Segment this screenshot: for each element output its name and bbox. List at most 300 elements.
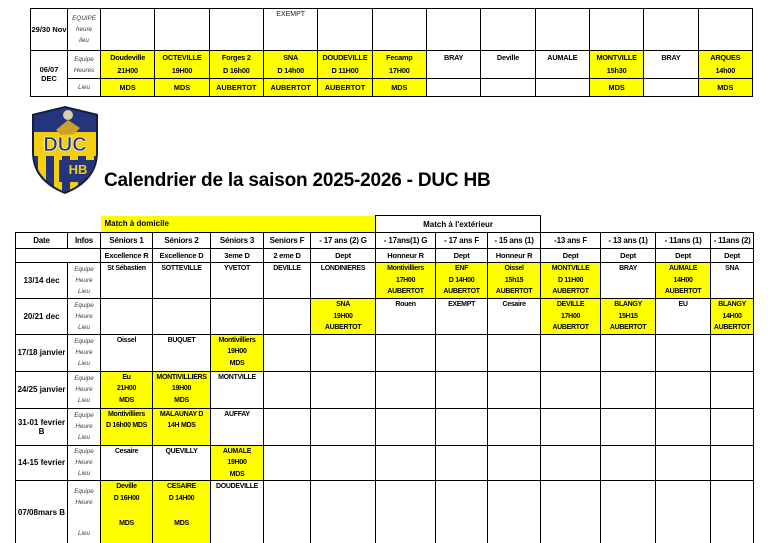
match-time <box>601 346 655 358</box>
club-logo <box>28 104 102 196</box>
col-header: -13 ans F <box>541 233 601 249</box>
info-label: Equipe <box>74 266 94 273</box>
match-venue <box>656 469 710 481</box>
col-header: - 11ans (1) <box>656 233 711 249</box>
venue-cell <box>644 79 698 97</box>
match-venue <box>101 432 152 444</box>
match-cell <box>711 445 754 481</box>
info-label: Lieu <box>78 288 90 295</box>
info-label: Heure <box>75 459 93 467</box>
match-venue: MDS <box>229 470 245 478</box>
infos-labels-cell <box>68 51 101 79</box>
match-time <box>488 420 540 432</box>
match-cell <box>153 408 211 445</box>
match-venue <box>488 518 540 530</box>
match-cell <box>711 299 754 335</box>
match-time <box>427 64 480 77</box>
match-cell <box>488 481 541 543</box>
team-name <box>656 446 710 458</box>
match-cell <box>656 408 711 445</box>
team-name: Oissel <box>116 336 137 344</box>
match-venue <box>656 395 710 407</box>
col-header: Date <box>16 233 68 249</box>
team-name <box>264 335 310 347</box>
match-cell <box>264 263 311 299</box>
match-cell <box>263 51 317 79</box>
match-time <box>711 493 753 505</box>
team-name <box>656 481 710 493</box>
match-time: 19H00 <box>171 385 192 392</box>
venue-cell <box>481 79 535 97</box>
info-label: Heure <box>75 423 93 430</box>
match-venue <box>656 518 710 530</box>
team-name: Eu <box>122 373 131 381</box>
info-label: Lieu <box>78 470 90 478</box>
team-name <box>541 481 600 493</box>
col-header: - 17 ans (2) G <box>311 233 376 249</box>
match-time <box>656 457 710 469</box>
match-venue <box>311 395 375 407</box>
upcoming-weekend-table <box>30 8 753 97</box>
match-time <box>656 383 710 395</box>
team-name: OCTEVILLE <box>162 53 202 62</box>
col-header: - 17ans(1) G <box>376 233 436 249</box>
match-cell <box>698 9 752 51</box>
match-venue <box>601 432 655 444</box>
match-cell <box>488 334 541 371</box>
match-time: D 11H00 <box>331 66 359 75</box>
match-venue <box>311 518 375 530</box>
match-cell <box>711 371 754 408</box>
match-time <box>536 64 589 77</box>
match-venue <box>601 518 655 530</box>
team-name: Oissel <box>504 265 524 272</box>
match-venue <box>211 286 263 298</box>
infos-labels-cell <box>68 371 101 408</box>
team-name <box>264 446 310 458</box>
match-cell <box>153 371 211 408</box>
logo-acronym: DUC <box>43 134 87 156</box>
team-name <box>488 335 540 347</box>
team-name <box>711 481 753 493</box>
venue-cell: AUBERTOT <box>263 79 317 97</box>
match-cell <box>589 51 643 79</box>
match-venue: MDS <box>174 396 189 404</box>
team-name <box>376 481 435 493</box>
match-cell <box>535 9 589 51</box>
team-name <box>376 409 435 421</box>
match-venue <box>656 432 710 444</box>
match-time <box>488 457 540 469</box>
team-name <box>488 372 540 384</box>
team-name <box>311 446 375 458</box>
team-name: MALAUNAY D <box>159 410 204 418</box>
match-cell <box>601 408 656 445</box>
match-cell <box>488 299 541 335</box>
match-time <box>101 275 152 287</box>
match-cell <box>711 263 754 299</box>
match-time <box>153 275 210 287</box>
match-cell <box>376 299 436 335</box>
info-label: EQUIPE <box>72 15 96 22</box>
match-venue <box>211 395 263 407</box>
info-label: Lieu <box>78 529 90 537</box>
match-cell <box>372 9 426 51</box>
match-time <box>264 383 310 395</box>
match-venue <box>376 432 435 444</box>
team-name <box>488 409 540 421</box>
team-name <box>601 409 655 421</box>
match-venue <box>436 518 487 530</box>
match-time <box>601 275 655 287</box>
match-cell <box>153 299 211 335</box>
match-venue <box>311 358 375 370</box>
match-venue <box>211 518 263 530</box>
team-name <box>311 409 375 421</box>
match-venue <box>376 469 435 481</box>
infos-labels-cell <box>68 408 101 445</box>
match-cell <box>264 445 311 481</box>
team-name <box>541 446 600 458</box>
team-name: ENF <box>455 265 469 272</box>
match-time: 15H15 <box>618 312 638 320</box>
match-venue <box>711 395 753 407</box>
team-name: EU <box>678 301 688 308</box>
match-venue <box>211 322 263 334</box>
team-name: Fecamp <box>386 53 413 62</box>
team-name: St Sébastien <box>107 265 146 272</box>
team-name <box>711 372 753 384</box>
date-row <box>16 481 754 543</box>
match-cell <box>311 371 376 408</box>
match-time <box>601 493 655 505</box>
division-spacer <box>16 249 101 263</box>
date-row <box>31 51 753 79</box>
match-time <box>264 457 310 469</box>
match-cell <box>311 299 376 335</box>
match-cell <box>211 263 264 299</box>
match-time: 17H00 <box>389 66 410 75</box>
match-cell <box>656 371 711 408</box>
match-venue <box>488 432 540 444</box>
team-name <box>436 372 487 384</box>
match-cell <box>311 263 376 299</box>
team-name <box>601 372 655 384</box>
match-cell <box>481 9 535 51</box>
division-header: Excellence R <box>101 249 153 263</box>
match-time <box>376 457 435 469</box>
team-name: Montivilliers <box>108 410 145 418</box>
match-time <box>541 420 600 432</box>
date-row <box>16 263 754 299</box>
team-name: BLANGY <box>718 301 746 308</box>
shield-icon <box>28 104 102 196</box>
date-row <box>16 299 754 335</box>
match-time: 14H00 <box>673 276 693 284</box>
match-cell <box>589 9 643 51</box>
match-cell <box>101 371 153 408</box>
match-venue <box>436 322 487 334</box>
match-time: D 14H00 <box>168 494 195 502</box>
match-time <box>601 383 655 395</box>
match-cell <box>264 299 311 335</box>
match-time <box>311 383 375 395</box>
date-cell: 06/07 DEC <box>31 51 68 97</box>
match-time <box>656 311 710 323</box>
team-name: Doudeville <box>110 53 146 62</box>
match-cell <box>153 481 211 543</box>
match-cell <box>644 51 698 79</box>
match-venue <box>101 358 152 370</box>
season-calendar-table <box>15 215 754 543</box>
info-label: heure <box>75 26 93 33</box>
match-venue <box>601 286 655 298</box>
match-venue <box>264 395 310 407</box>
match-time <box>101 346 152 358</box>
match-time <box>311 346 375 358</box>
match-cell <box>101 481 153 543</box>
match-venue <box>488 469 540 481</box>
match-venue <box>101 322 152 334</box>
team-name <box>488 446 540 458</box>
team-name: Deville <box>116 483 137 490</box>
team-name <box>541 409 600 421</box>
match-time <box>264 311 310 323</box>
team-name: BRAY <box>619 265 638 272</box>
col-header: Infos <box>68 233 101 249</box>
match-time: 19H00 <box>227 459 247 466</box>
match-time <box>211 311 263 323</box>
match-venue <box>436 432 487 444</box>
team-name <box>101 299 152 311</box>
match-venue <box>153 322 210 334</box>
infos-labels-cell <box>68 299 101 335</box>
team-name: EXEMPT <box>448 301 476 308</box>
info-label: Equipe <box>74 375 94 382</box>
match-cell <box>264 334 311 371</box>
team-name: SNA <box>336 301 350 308</box>
match-time: D 11H00 <box>558 276 584 284</box>
match-time <box>153 311 210 323</box>
match-time <box>601 420 655 432</box>
division-header: 3eme D <box>211 249 264 263</box>
match-time: 15h30 <box>606 66 627 75</box>
match-time: 19H00 <box>333 312 353 320</box>
match-cell <box>101 51 155 79</box>
match-venue <box>153 432 210 444</box>
match-cell <box>101 299 153 335</box>
match-time <box>481 64 534 77</box>
match-cell <box>488 408 541 445</box>
team-name <box>541 335 600 347</box>
match-venue <box>264 432 310 444</box>
team-name <box>656 409 710 421</box>
match-time <box>644 64 697 77</box>
info-label: Equipe <box>74 338 94 345</box>
match-venue <box>711 518 753 530</box>
match-time <box>376 493 435 505</box>
date-cell: 20/21 dec <box>16 299 68 335</box>
match-cell <box>656 445 711 481</box>
match-time <box>436 493 487 505</box>
match-cell <box>436 408 488 445</box>
match-time: 15h15 <box>504 276 524 284</box>
match-cell <box>535 51 589 79</box>
team-name <box>436 409 487 421</box>
team-name: Montivilliers <box>218 336 256 344</box>
match-cell <box>601 263 656 299</box>
match-time: 19H00 <box>227 348 247 355</box>
match-venue: AUBERTOT <box>552 324 589 331</box>
info-label: Lieu <box>78 434 90 441</box>
match-time: D 16h00 MDS <box>105 422 148 429</box>
match-cell <box>318 51 372 79</box>
date-row <box>31 9 753 51</box>
match-time <box>376 311 435 323</box>
col-header: - 15 ans (1) <box>488 233 541 249</box>
team-name: DEVILLE <box>273 265 301 272</box>
match-venue <box>264 322 310 334</box>
away-band-label: Match à l'extérieur <box>376 216 541 233</box>
match-cell <box>211 481 264 543</box>
match-cell <box>264 408 311 445</box>
info-label: lieu <box>79 37 89 44</box>
match-time <box>541 346 600 358</box>
team-name: AUFFAY <box>224 410 250 418</box>
team-name: BRAY <box>444 53 464 62</box>
match-cell <box>311 334 376 371</box>
match-venue <box>541 432 600 444</box>
match-cell <box>436 334 488 371</box>
date-row <box>16 445 754 481</box>
match-time <box>436 420 487 432</box>
match-cell <box>541 408 601 445</box>
match-time <box>211 420 263 432</box>
match-venue <box>101 286 152 298</box>
match-cell <box>426 51 480 79</box>
venue-cell: AUBERTOT <box>209 79 263 97</box>
match-time: D 16H00 <box>113 494 140 502</box>
match-cell <box>311 445 376 481</box>
match-cell <box>656 334 711 371</box>
match-cell <box>153 334 211 371</box>
match-cell <box>488 263 541 299</box>
team-name: MONTVILLE <box>218 373 256 381</box>
match-venue: AUBERTOT <box>443 288 480 295</box>
team-name: CESAIRE <box>166 483 197 490</box>
match-time <box>711 275 753 287</box>
match-time <box>436 457 487 469</box>
division-header: Honneur R <box>376 249 436 263</box>
team-name <box>264 481 310 493</box>
match-cell <box>311 481 376 543</box>
col-header: Séniors 1 <box>101 233 153 249</box>
match-venue <box>376 358 435 370</box>
division-header: Dept <box>601 249 656 263</box>
match-time <box>311 420 375 432</box>
match-venue: MDS <box>174 520 189 527</box>
match-time <box>436 311 487 323</box>
match-venue <box>601 395 655 407</box>
match-time <box>311 457 375 469</box>
match-venue <box>711 469 753 481</box>
match-cell <box>436 263 488 299</box>
venue-cell: MDS <box>698 79 752 97</box>
team-name: DEVILLE <box>556 301 585 308</box>
match-venue <box>436 469 487 481</box>
match-time <box>488 311 540 323</box>
match-time: 21H00 <box>117 66 138 75</box>
match-venue <box>541 395 600 407</box>
team-name: MONTVILLE <box>551 265 590 272</box>
match-cell <box>211 299 264 335</box>
team-name: Montivilliers <box>387 265 425 272</box>
match-time <box>153 457 210 469</box>
match-cell <box>155 9 209 51</box>
match-time <box>541 457 600 469</box>
division-header: Excellence D <box>153 249 211 263</box>
match-time: 14H MDS <box>167 422 196 429</box>
venue-cell <box>426 79 480 97</box>
match-time: 14H00 <box>722 312 742 320</box>
team-name: LONDINIERES <box>320 265 366 272</box>
team-name <box>311 335 375 347</box>
match-venue <box>711 286 753 298</box>
match-venue <box>601 469 655 481</box>
match-cell <box>376 334 436 371</box>
info-label: Lieu <box>78 323 90 331</box>
match-time <box>211 383 263 395</box>
match-cell <box>426 9 480 51</box>
match-time <box>311 493 375 505</box>
info-label: Heure <box>75 386 93 393</box>
col-header: - 11ans (2) <box>711 233 754 249</box>
match-cell <box>209 9 263 51</box>
match-time <box>541 383 600 395</box>
match-venue: AUBERTOT <box>552 288 589 295</box>
match-cell <box>153 263 211 299</box>
match-venue: AUBERTOT <box>324 324 362 331</box>
match-time <box>311 275 375 287</box>
match-cell <box>541 371 601 408</box>
match-time <box>376 420 435 432</box>
match-venue: AUBERTOT <box>609 324 647 331</box>
header-row <box>16 233 754 249</box>
team-name <box>211 299 263 311</box>
match-cell <box>436 299 488 335</box>
match-cell <box>601 371 656 408</box>
division-header: Dept <box>711 249 754 263</box>
col-header: - 17 ans F <box>436 233 488 249</box>
team-name: DOUDEVILLE <box>215 483 259 490</box>
match-time: 19H00 <box>171 66 193 75</box>
venue-cell: MDS <box>155 79 209 97</box>
team-name <box>656 335 710 347</box>
col-header: Séniors 3 <box>211 233 264 249</box>
match-cell <box>601 445 656 481</box>
info-label: Lieu <box>78 397 90 404</box>
match-time: 14h00 <box>715 66 736 75</box>
team-name <box>711 446 753 458</box>
match-time <box>101 457 152 469</box>
match-venue <box>376 395 435 407</box>
division-header: Honneur R <box>488 249 541 263</box>
team-name: Cesaire <box>114 447 139 455</box>
match-cell <box>711 481 754 543</box>
match-cell <box>698 51 752 79</box>
team-name <box>311 372 375 384</box>
team-name: Rouen <box>395 301 416 308</box>
